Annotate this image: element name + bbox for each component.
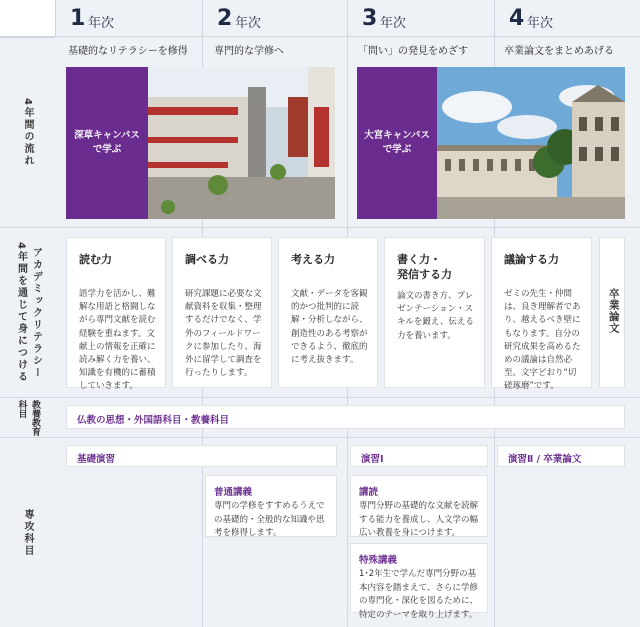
year-header-2	[202, 0, 347, 36]
year-suffix: 年次	[527, 16, 554, 31]
year-goal-2: 専門的な学修へ	[214, 46, 284, 57]
tokushu-lecture-title: 特殊講義	[359, 555, 398, 566]
skill-title: 考える力	[291, 253, 335, 266]
thesis-card	[599, 237, 625, 388]
enshu1-label: 演習Ⅰ	[361, 454, 384, 465]
row-label-flow	[0, 37, 55, 227]
kodoku-title: 講読	[359, 487, 379, 498]
enshu2-label: 演習Ⅱ / 卒業論文	[508, 454, 582, 465]
skill-body: 文献・データを客観的かつ批判的に読解・分析しながら、創造性のある考察ができるよう、徹底的に考え抜きます。	[291, 289, 368, 365]
header-divider	[0, 36, 640, 37]
fukakusa-campus-label: 深草キャンパス で学ぶ	[66, 67, 148, 219]
kyoyo-course-label: 仏教の思想・外国語科目・教養科目	[77, 415, 230, 426]
year-goal-4: 卒業論文をまとめあげる	[504, 46, 614, 57]
thesis-label: 卒業論文	[607, 288, 620, 334]
year-header-3	[347, 0, 494, 36]
skill-body: ゼミの先生・仲間は、良き理解者であり、越えるべき壁にもなります。自分の研究成果を高めるための議論は自然必至。文字どおり“切磋琢磨”です。	[504, 289, 581, 392]
skill-title: 読む力	[79, 253, 112, 266]
row-label-text: 4年間を通じて身につける	[15, 242, 27, 383]
row-label-text: 専攻科目	[22, 508, 33, 557]
row-label-text: 4年間の流れ	[22, 98, 33, 167]
row-label-text: アカデミックリテラシー	[30, 246, 42, 379]
year-number: 4	[509, 6, 525, 31]
year-header-1	[55, 0, 202, 36]
row-label-literacy	[0, 227, 55, 397]
year-number: 1	[70, 6, 86, 31]
year-header-4	[494, 0, 640, 36]
row-label-kyoyo	[0, 397, 55, 437]
skill-body: 研究課題に必要な文献資料を収集・整理するだけでなく、学外のフィールドワークに参加したり、海外に留学して調査を行ったりします。	[185, 289, 262, 379]
tokushu-lecture-body: 1･2年生で学んだ専門分野の基本内容を踏まえて、さらに学修の専門化・深化を図るために、特定のテーマを取り上げます。	[359, 569, 479, 620]
row-label-senko	[0, 437, 55, 627]
skill-title: 調べる力	[185, 253, 229, 266]
year-goal-3: 「問い」の発見をめざす	[358, 46, 468, 57]
futsu-lecture-title: 普通講義	[214, 487, 253, 498]
skill-card-research	[172, 237, 272, 388]
row-divider	[55, 437, 640, 438]
skill-title: 書く力・ 発信する力	[397, 253, 452, 282]
enshu2-bar	[497, 445, 625, 467]
skill-body: 論文の書き方、プレゼンテーション・スキルを鍛え、伝える力を養います。	[397, 291, 474, 341]
kiso-enshu-bar	[66, 445, 337, 467]
row-label-text: 教養教育科目	[16, 399, 40, 436]
omiya-campus-label: 大宮キャンパス で学ぶ	[357, 67, 437, 219]
omiya-campus-photo	[437, 67, 625, 219]
skill-body: 語学力を活かし、難解な用語と格闘しながら専門文献を読む経験を重ねます。文献上の情報を正確に読み解く力を養い、知識を有機的に蓄積していきます。	[79, 289, 156, 392]
kiso-enshu-label: 基礎演習	[77, 454, 116, 465]
skill-card-reading	[66, 237, 166, 392]
year-suffix: 年次	[380, 16, 407, 31]
futsu-lecture-box	[205, 475, 337, 537]
row-divider	[55, 397, 640, 398]
year-suffix: 年次	[235, 16, 262, 31]
skill-card-debate	[491, 237, 592, 392]
skill-card-writing	[384, 237, 485, 388]
futsu-lecture-body: 専門の学修をすすめるうえでの基礎的・全般的な知識や思考を修得します。	[214, 501, 325, 539]
skill-title: 議論する力	[504, 253, 559, 266]
tokushu-lecture-box	[350, 543, 488, 620]
kyoyo-course-bar	[66, 405, 625, 429]
year-goal-1: 基礎的なリテラシーを修得	[68, 46, 188, 57]
fukakusa-campus-photo	[148, 67, 335, 219]
year-suffix: 年次	[88, 16, 115, 31]
kodoku-body: 専門分野の基礎的な文献を読解する能力を養成し、人文学の幅広い教養を身につけます。	[359, 501, 479, 539]
kodoku-box	[350, 475, 488, 537]
year-number: 3	[362, 6, 378, 31]
skill-card-thinking	[278, 237, 378, 388]
enshu1-bar	[350, 445, 488, 467]
year-number: 2	[217, 6, 233, 31]
row-divider	[55, 227, 640, 228]
